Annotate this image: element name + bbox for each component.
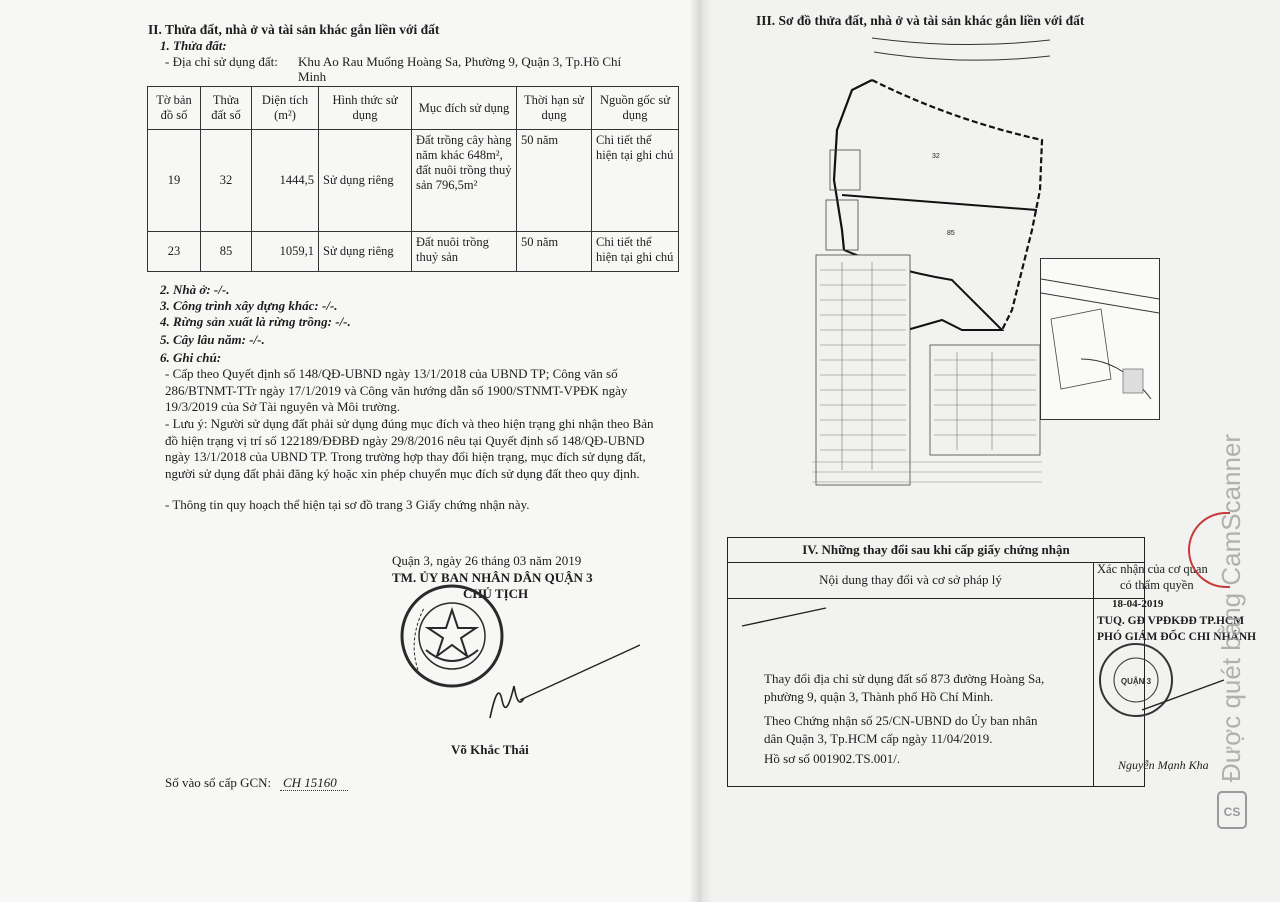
address-label: - Địa chỉ sử dụng đất: [165,54,278,69]
change-line-1: Thay đổi địa chỉ sử dụng đất số 873 đường Hoàng Sa, [764,671,1045,686]
cell-origin: Chi tiết thể hiện tại ghi chú [592,130,679,232]
section-2-title: II. Thửa đất, nhà ở và tài sản khác gắn liền với đất [148,22,440,37]
chairman-signature-icon [480,640,650,730]
header-purpose: Mục đích sử dụng [412,87,517,130]
camscanner-logo-icon: CS [1223,805,1241,819]
parcel-heading: 1. Thửa đất: [160,38,227,53]
header-area: Diện tích (m²) [252,87,319,130]
cell-use-form: Sử dụng riêng [319,232,412,272]
cell-area: 1444,5 [252,130,319,232]
cell-map-sheet: 23 [148,232,201,272]
cell-use-form: Sử dụng riêng [319,130,412,232]
cell-origin: Chi tiết thể hiện tại ghi chú [592,232,679,272]
change-line-3: Theo Chứng nhận số 25/CN-UBND do Ủy ban nhân [764,713,1038,728]
page-fold [690,0,712,902]
table-row [148,232,679,272]
cell-parcel: 85 [201,232,252,272]
header-parcel: Thửa đất số [201,87,252,130]
signer-role: CHỦ TỊCH [463,586,529,601]
confirmation-date: 18-04-2019 [1112,598,1164,610]
parcel-map [812,30,1052,500]
parcel-label-32: 32 [932,153,940,160]
entry-arrow-line [740,600,830,650]
registry-number: CH 15160 [283,775,337,790]
cell-purpose: Đất nuôi trồng thuỷ sản [412,232,517,272]
note-1: - Cấp theo Quyết định số 148/QĐ-UBND ngày 13/1/2018 của UBND TP; Công văn số 286/BTNMT-TTr ngày 17/1/2019 và Công văn hướng dẫn số 1900/STNMT-VPĐK ngày 19/3/2019 của Sở Tài nguyên và Môi trường. [165,366,628,414]
authority-header-line2: có thẩm quyền [1120,578,1194,592]
address-value: Khu Ao Rau Muống Hoàng Sa, Phường 9, Quận 3, Tp.Hồ Chí [298,54,622,69]
issue-date: Quận 3, ngày 26 tháng 03 năm 2019 [392,553,582,568]
house-item: 2. Nhà ở: -/-. [160,282,230,297]
camscanner-watermark [1216,392,1248,832]
section-3-title: III. Sơ đồ thửa đất, nhà ở và tài sản khác gắn liền với đất [756,13,1085,28]
changes-table [727,537,1145,787]
note-2: - Lưu ý: Người sử dụng đất phải sử dụng đúng mục đích và theo hiện trạng ghi nhận theo Bản đồ hiện trạng vị trí số 122189/ĐĐBĐ ngày 29/8/2016 nêu tại Quyết định số 148/QĐ-UBND ngày 13/1/2018 của UBND TP. Trong trường hợp thay đổi hiện trạng, mục đích sử dụng đất, người sử dụng đất phải đăng ký hoặc xin phép chuyển mục đích sử dụng đất theo quy định. [165,416,654,481]
cell-term: 50 năm [517,232,592,272]
office-line2: PHÓ GIÁM ĐỐC CHI NHÁNH [1097,631,1257,643]
signer-name: Võ Khắc Thái [451,742,529,757]
registry-label: Số vào sổ cấp GCN: [165,775,272,790]
header-map-sheet: Tờ bản đồ số [148,87,201,130]
office-line1: TUQ. GĐ VPĐKĐĐ TP.HCM [1097,615,1245,627]
land-parcel-table [147,86,679,272]
registry-underline [280,790,348,791]
change-line-2: phường 9, quận 3, Thành phố Hồ Chí Minh. [764,689,994,704]
section-4-title: IV. Những thay đổi sau khi cấp giấy chứng nhận [728,538,1144,563]
header-term: Thời hạn sử dụng [517,87,592,130]
address-value-cont: Minh [298,69,327,84]
cell-map-sheet: 19 [148,130,201,232]
other-construction-item: 3. Công trình xây dựng khác: -/-. [160,298,338,313]
header-origin: Nguồn gốc sử dụng [592,87,679,130]
change-line-5: Hồ sơ số 001902.TS.001/. [764,751,901,766]
watermark-text: Được quét bằng CamScanner [1216,433,1246,782]
forest-item: 4. Rừng sản xuất là rừng trồng: -/-. [160,314,351,329]
authority-signer: Nguyễn Mạnh Kha [1118,758,1209,772]
note-3: - Thông tin quy hoạch thể hiện tại sơ đồ trang 3 Giấy chứng nhận này. [165,497,530,512]
parcel-label-85: 85 [947,230,955,237]
cell-term: 50 năm [517,130,592,232]
notes-heading: 6. Ghi chú: [160,350,222,365]
location-inset-map [1040,258,1160,420]
table-header-row [148,87,679,130]
header-use-form: Hình thức sử dụng [319,87,412,130]
perennial-item: 5. Cây lâu năm: -/-. [160,332,265,347]
svg-text:QUẬN 3: QUẬN 3 [1120,677,1152,686]
table-row [148,130,679,232]
cell-area: 1059,1 [252,232,319,272]
issuing-org: TM. ỦY BAN NHÂN DÂN QUẬN 3 [392,570,593,585]
cell-parcel: 32 [201,130,252,232]
change-content-header: Nội dung thay đổi và cơ sở pháp lý [728,562,1093,599]
change-line-4: dân Quận 3, Tp.HCM cấp ngày 11/04/2019. [764,731,993,746]
authority-header-line1: Xác nhận của cơ quan [1097,562,1208,576]
cell-purpose: Đất trồng cây hàng năm khác 648m², đất nuôi trồng thuỷ sản 796,5m² [412,130,517,232]
